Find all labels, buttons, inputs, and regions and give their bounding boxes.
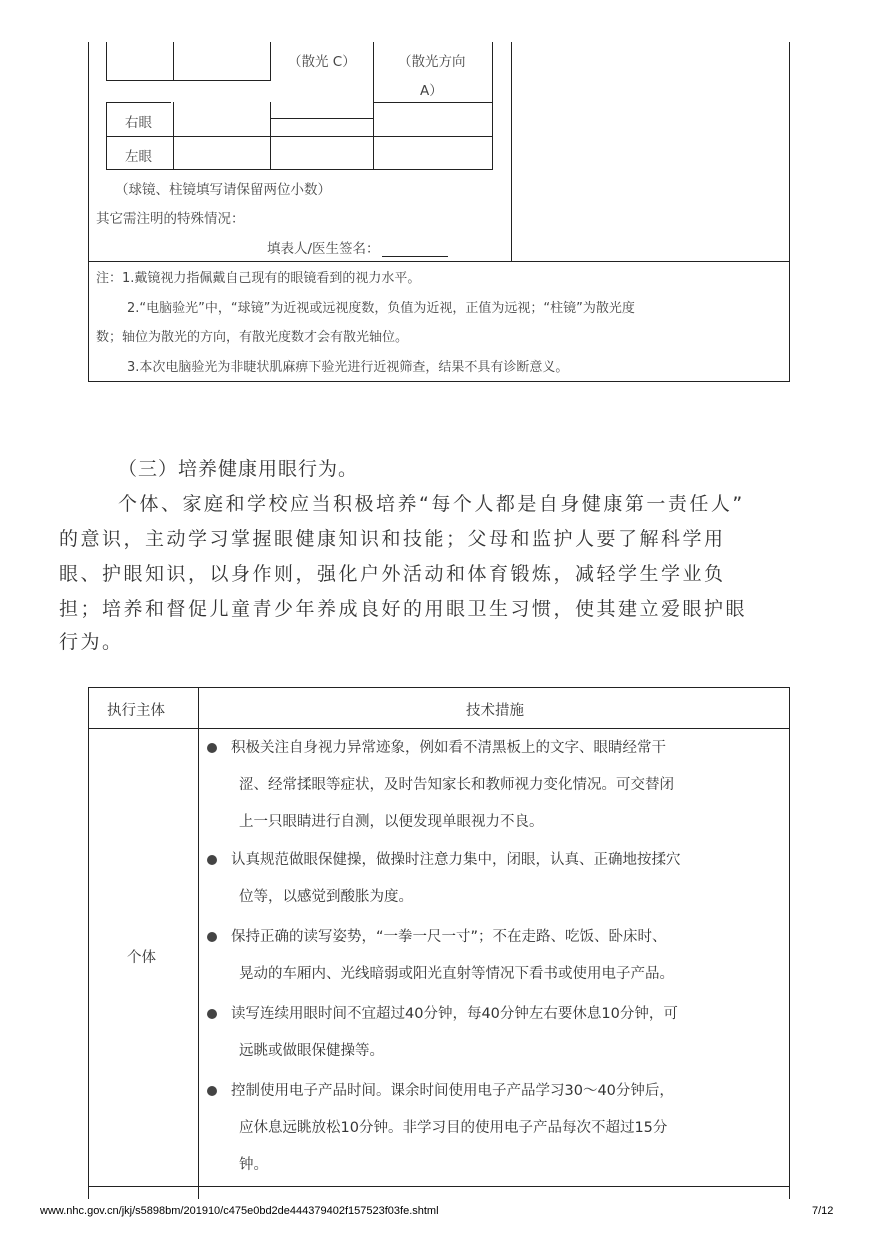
grid-line bbox=[270, 118, 374, 119]
table-left-border bbox=[88, 687, 89, 1199]
paragraph-line: 眼、护眼知识，以身作则，强化户外活动和体育锻炼，减轻学生学业负 bbox=[59, 563, 726, 585]
grid-line bbox=[492, 42, 493, 169]
other-notes-label: 其它需注明的特殊情况： bbox=[96, 211, 245, 227]
axis-a-label-line2: A） bbox=[420, 83, 443, 99]
signature-field bbox=[267, 237, 448, 257]
grid-line bbox=[106, 80, 271, 81]
measure-line: 保持正确的读写姿势，“一拳一尺一寸”；不在走路、吃饭、卧床时、 bbox=[231, 929, 667, 945]
grid-line bbox=[106, 169, 493, 170]
measure-line: 涩、经常揉眼等症状，及时告知家长和教师视力变化情况。可交替闭 bbox=[239, 777, 674, 793]
note-2-line1: 2.“电脑验光”中，“球镜”为近视或远视度数，负值为近视，正值为远视；“柱镜”为散光度 bbox=[127, 301, 635, 316]
paragraph-line: 的意识，主动学习掌握眼健康知识和技能；父母和监护人要了解科学用 bbox=[59, 528, 726, 550]
frame-middle-divider bbox=[511, 42, 512, 261]
header-technical-measures: 技术措施 bbox=[466, 703, 524, 719]
grid-line bbox=[106, 136, 493, 137]
header-executing-subject: 执行主体 bbox=[107, 703, 165, 719]
grid-line bbox=[106, 102, 171, 103]
bullet-dot bbox=[207, 855, 217, 865]
frame-left-border bbox=[88, 42, 89, 261]
measure-line: 应休息远眺放松10分钟。非学习目的使用电子产品每次不超过15分 bbox=[239, 1120, 668, 1136]
note-2-line2: 数；轴位为散光的方向，有散光度数才会有散光轴位。 bbox=[96, 330, 409, 345]
bullet-dot bbox=[207, 1009, 217, 1019]
note-3: 3.本次电脑验光为非睫状肌麻痹下验光进行近视筛查，结果不具有诊断意义。 bbox=[127, 360, 569, 375]
bullet-dot bbox=[207, 1086, 217, 1096]
table-right-border bbox=[789, 687, 790, 1199]
bullet-dot bbox=[207, 743, 217, 753]
decimal-note: （球镜、柱镜填写请保留两位小数） bbox=[115, 182, 331, 198]
footer-page-number: 7/12 bbox=[812, 1205, 834, 1217]
astig-c-label: （散光 C） bbox=[288, 54, 356, 70]
grid-line bbox=[173, 42, 174, 80]
section-heading: （三）培养健康用眼行为。 bbox=[118, 458, 359, 480]
measure-line: 认真规范做眼保健操，做操时注意力集中，闭眼，认真、正确地按揉穴 bbox=[231, 852, 681, 868]
paragraph-line: 担；培养和督促儿童青少年养成良好的用眼卫生习惯，使其建立爱眼护眼 bbox=[59, 598, 748, 620]
row-subject-individual: 个体 bbox=[127, 950, 156, 966]
bullet-dot bbox=[207, 932, 217, 942]
measure-line: 钟。 bbox=[239, 1157, 268, 1173]
measure-line: 控制使用电子产品时间。课余时间使用电子产品学习30～40分钟后， bbox=[231, 1083, 674, 1099]
measure-line: 晃动的车厢内、光线暗弱或阳光直射等情况下看书或使用电子产品。 bbox=[239, 966, 674, 982]
grid-line bbox=[373, 102, 493, 103]
table-row-bottom bbox=[88, 1186, 790, 1187]
frame-right-border bbox=[789, 42, 790, 382]
table-header-bottom bbox=[88, 728, 790, 729]
table-top-border bbox=[88, 687, 790, 688]
right-eye-label: 右眼 bbox=[125, 115, 152, 131]
measure-line: 上一只眼睛进行自测，以便发现单眼视力不良。 bbox=[239, 814, 544, 830]
footer-url: www.nhc.gov.cn/jkj/s5898bm/201910/c475e0bd2de444379402f157523f03fe.shtml bbox=[40, 1205, 439, 1217]
paragraph-line: 行为。 bbox=[59, 631, 124, 653]
table-column-divider bbox=[198, 687, 199, 1199]
measure-line: 积极关注自身视力异常迹象，例如看不清黑板上的文字、眼睛经常干 bbox=[231, 740, 666, 756]
signature-line bbox=[382, 242, 448, 257]
notes-bottom-border bbox=[88, 381, 790, 382]
grid-line bbox=[373, 42, 374, 169]
signature-label: 填表人/医生签名： bbox=[267, 241, 380, 257]
measure-line: 远眺或做眼保健操等。 bbox=[239, 1043, 384, 1059]
grid-line bbox=[270, 42, 271, 80]
measure-line: 读写连续用眼时间不宜超过40分钟，每40分钟左右要休息10分钟，可 bbox=[231, 1006, 678, 1022]
paragraph-line: 个体、家庭和学校应当积极培养“每个人都是自身健康第一责任人” bbox=[118, 493, 745, 515]
axis-a-label-line1: （散光方向 bbox=[398, 54, 466, 70]
note-1: 注：1.戴镜视力指佩戴自己现有的眼镜看到的视力水平。 bbox=[96, 271, 421, 286]
left-eye-label: 左眼 bbox=[125, 149, 152, 165]
notes-top-border bbox=[88, 261, 790, 262]
notes-left-border bbox=[88, 261, 89, 382]
grid-line bbox=[106, 42, 107, 80]
measure-line: 位等，以感觉到酸胀为度。 bbox=[239, 889, 413, 905]
